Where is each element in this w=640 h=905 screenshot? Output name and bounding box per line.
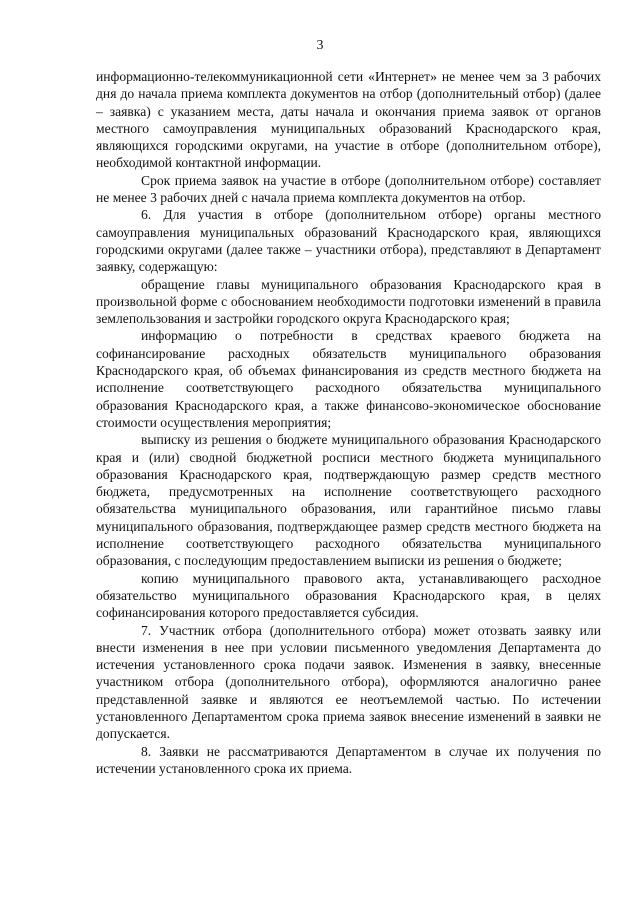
page-number: 3 [316,38,324,53]
paragraph-funding-info: информацию о потребности в средствах краевого бюджета на софинансирование расходных обязательств муниципального образования Краснодарского края, об объемах финансирования из средств местного бюджета на исполнение соответствующего расходного обязательства муниципального образования Краснодарского края, а также финансово-экономическое обоснование стоимости осуществления мероприятия; [96,328,601,430]
paragraph-item-8: 8. Заявки не рассматриваются Департаментом в случае их получения по истечении установленного срока их приема. [96,743,601,776]
document-body [96,68,601,777]
paragraph-item-6: 6. Для участия в отборе (дополнительном отборе) органы местного самоуправления муниципальных образований Краснодарского края, являющихся городскими округами (далее также – участники отбора), представляют в Департамент заявку, содержащую: [96,207,601,275]
paragraph-deadline: Срок приема заявок на участие в отборе (дополнительном отборе) составляет не менее 3 рабочих дней с начала приема комплекта документов на отбор. [96,172,601,206]
paragraph-item-7: 7. Участник отбора (дополнительного отбора) может отозвать заявку или внести изменения в нее при условии письменного уведомления Департамента до истечения установленного срока подачи заявок. Изменения в заявку, внесенные участником отбора (дополнительного отбора), оформляются аналогично ранее представленной заявке и являются ее неотъемлемой частью. По истечении установленного Департаментом срока приема заявок внесение изменений в заявки не допускается. [96,622,601,742]
paragraph-intro-continuation: информационно-телекоммуникационной сети «Интернет» не менее чем за 3 рабочих дня до начала приема комплекта документов на отбор (дополнительный отбор) (далее – заявка) с указанием места, даты начала и окончания приема заявок от органов местного самоуправления муниципальных образований Краснодарского края, являющихся городскими округами, на участие в отборе (дополнительном отборе), необходимой контактной информации. [96,69,601,171]
paragraph-budget-extract: выписку из решения о бюджете муниципального образования Краснодарского края и (или) сводной бюджетной росписи местного бюджета муниципального образования Краснодарского края, подтверждающую размер средств местного бюджета, предусмотренных на исполнение соответствующего расходного обязательства муниципального образования, или гарантийное письмо главы муниципального образования, подтверждающее размер средств местного бюджета на исполнение соответствующего расходного обязательства муниципального образования, с последующим предоставлением выписки из решения о бюджете; [96,432,601,569]
paragraph-appeal: обращение главы муниципального образования Краснодарского края в произвольной форме с обоснованием необходимости подготовки изменений в правила землепользования и застройки городского округа Краснодарского края; [96,276,601,327]
paragraph-legal-act-copy: копию муниципального правового акта, устанавливающего расходное обязательство муниципального образования Краснодарского края, в целях софинансирования которого предоставляется субсидия. [96,570,601,621]
